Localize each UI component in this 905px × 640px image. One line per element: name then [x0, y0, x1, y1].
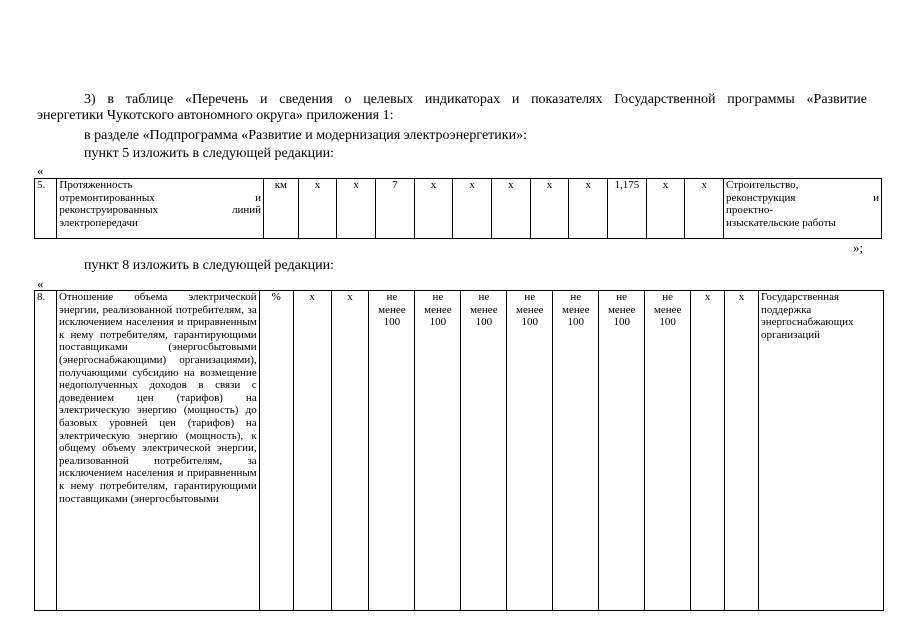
row5-value: х [569, 179, 608, 239]
row5-value: х [298, 179, 337, 239]
row5-value: х [492, 179, 531, 239]
row8-unit: % [259, 291, 293, 611]
row8-value: не менее 100 [415, 291, 461, 611]
intro-line-1: 3) в таблице «Перечень и сведения о целевых индикаторах и показателях Государственной программы «Развитие [84, 92, 867, 107]
row5-note-line: изыскательские работы [726, 216, 836, 229]
open-quote-1: « [37, 163, 44, 178]
row8-note: Государственная поддержка энергоснабжающих организаций [758, 291, 883, 611]
row8-value: не менее 100 [553, 291, 599, 611]
row5-value: 7 [376, 179, 415, 239]
row5-table [34, 178, 882, 239]
row5-value: х [453, 179, 492, 239]
point8-heading: пункт 8 изложить в следующей редакции: [84, 258, 334, 273]
row5-desc-line: отремонтированных и [59, 191, 262, 204]
row8-value: х [725, 291, 759, 611]
close-quote-1: »; [853, 240, 864, 255]
row5-value: х [646, 179, 685, 239]
row5-desc-line: Протяженность [59, 179, 133, 191]
row5-description [57, 179, 264, 239]
row5-value: х [530, 179, 569, 239]
row8-value: не менее 100 [507, 291, 553, 611]
row5-note-line: реконструкция и [726, 191, 879, 204]
row5-desc-line: реконструированных линий [59, 204, 262, 217]
row5-value: х [337, 179, 376, 239]
row5-note [724, 179, 882, 239]
row8 [35, 291, 884, 611]
row8-value: х [331, 291, 369, 611]
row8-value: не менее 100 [599, 291, 645, 611]
row5-note-line: Строительство, [726, 179, 799, 191]
row8-number: 8. [35, 291, 57, 611]
intro-paragraph [37, 92, 867, 124]
row5-note-line: проектно- [726, 204, 774, 217]
row5-value: 1,175 [608, 179, 647, 239]
open-quote-2: « [37, 276, 44, 291]
row5-value: х [685, 179, 724, 239]
row8-table [34, 290, 884, 611]
row8-value: не менее 100 [461, 291, 507, 611]
row5-number: 5. [35, 179, 57, 239]
row8-value: х [691, 291, 725, 611]
row8-value: х [293, 291, 331, 611]
point5-heading: пункт 5 изложить в следующей редакции: [84, 146, 334, 161]
row8-value: не менее 100 [645, 291, 691, 611]
intro-line-2: энергетики Чукотского автономного округа» приложения 1: [37, 108, 394, 123]
row8-value: не менее 100 [369, 291, 415, 611]
row5-desc-line: электропередачи [59, 216, 138, 229]
row5-unit: км [264, 179, 299, 239]
row5-value: х [414, 179, 453, 239]
row8-description: Отношение объема электрической энергии, реализованной потребителям, за исключением населения и приравненным к нему потребителям, гарантирующими поставщиками (энергосбытовыми (энергоснабжающими) организациями), получающими субсидию на возмещение недополученных доходов в связи с доведением цен (тарифов) на электрическую энергию (мощность) до базовых уровней цен (тарифов) на электрическую энергию (мощность), к общему объему электрической энергии, реализованной потребителям, за исключением населения и приравненным к нему потребителям, гарантирующими поставщиками (энергосбытовыми [56, 291, 259, 611]
section-line: в разделе «Подпрограмма «Развитие и модернизация электроэнергетики»: [84, 128, 527, 143]
row5 [35, 179, 882, 239]
